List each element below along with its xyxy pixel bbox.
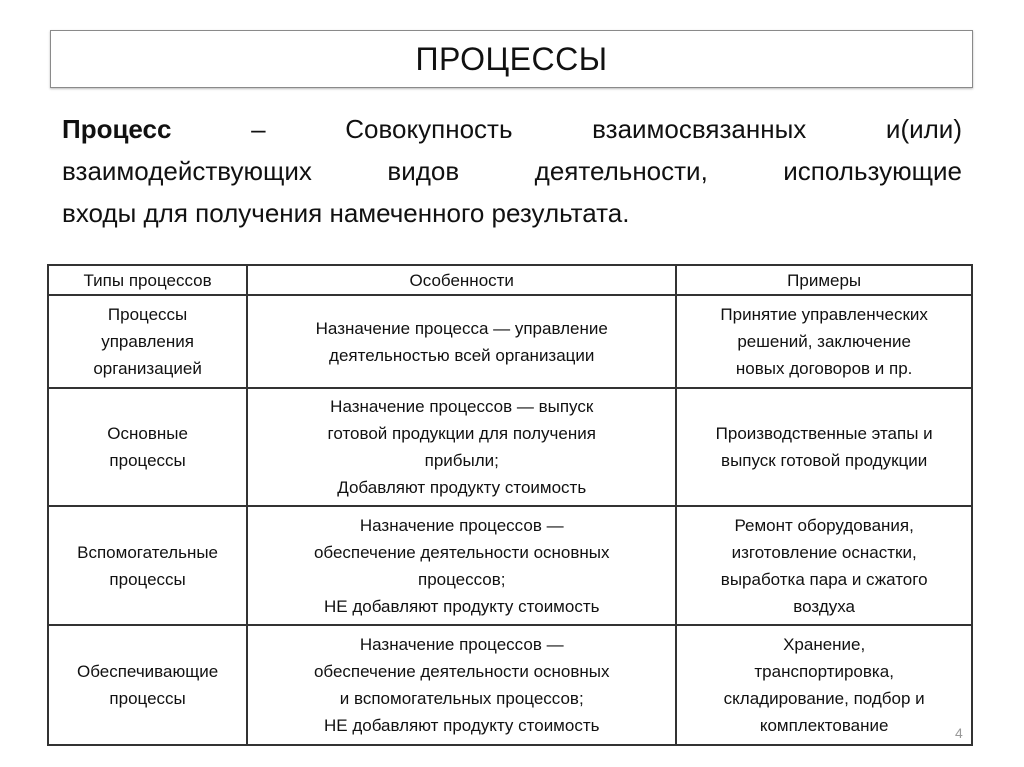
page-number: 4 <box>955 725 963 741</box>
table-row <box>48 295 972 388</box>
cell-examples: Хранение, транспортировка, складирование, подбор и комплектование <box>676 625 972 745</box>
cell-type: Обеспечивающие процессы <box>48 625 247 745</box>
header-examples: Примеры <box>676 265 972 295</box>
cell-type: Основные процессы <box>48 388 247 506</box>
header-types: Типы процессов <box>48 265 247 295</box>
cell-examples: Производственные этапы и выпуск готовой продукции <box>676 388 972 506</box>
process-types-table <box>47 264 973 746</box>
cell-features: Назначение процессов — обеспечение деятельности основных процессов; НЕ добавляют продукту стоимость <box>247 506 676 625</box>
table-row <box>48 625 972 745</box>
definition-paragraph <box>62 108 962 234</box>
cell-features: Назначение процесса — управление деятельностью всей организации <box>247 295 676 388</box>
definition-line1-text: – Совокупность взаимосвязанных и(или) <box>251 114 962 144</box>
table-row <box>48 388 972 506</box>
definition-line-2: взаимодействующих видов деятельности, использующие <box>62 156 962 186</box>
definition-term: Процесс <box>62 114 172 144</box>
cell-features: Назначение процессов — выпуск готовой продукции для получения прибыли; Добавляют продукту стоимость <box>247 388 676 506</box>
table-header-row <box>48 265 972 295</box>
cell-features: Назначение процессов — обеспечение деятельности основных и вспомогательных процессов; НЕ добавляют продукту стоимость <box>247 625 676 745</box>
cell-examples: Ремонт оборудования, изготовление оснастки, выработка пара и сжатого воздуха <box>676 506 972 625</box>
definition-line-3: входы для получения намеченного результата. <box>62 198 630 228</box>
definition-line-1 <box>62 108 962 150</box>
cell-examples: Принятие управленческих решений, заключение новых договоров и пр. <box>676 295 972 388</box>
header-features: Особенности <box>247 265 676 295</box>
table-row <box>48 506 972 625</box>
slide-title: ПРОЦЕССЫ <box>50 30 973 88</box>
cell-type: Вспомогательные процессы <box>48 506 247 625</box>
cell-type: Процессы управления организацией <box>48 295 247 388</box>
